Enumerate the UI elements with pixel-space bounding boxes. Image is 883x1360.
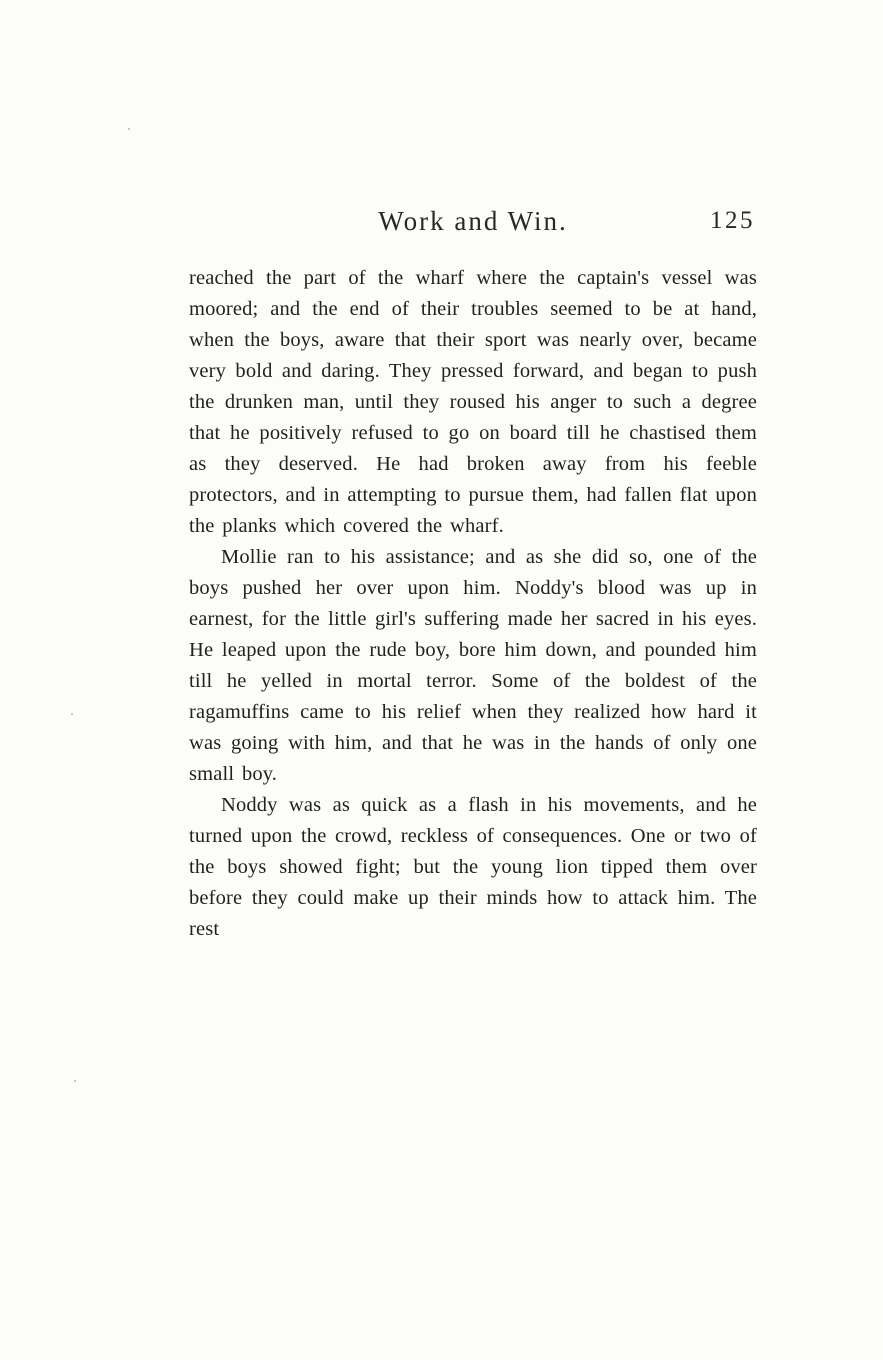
scan-speck <box>128 128 130 130</box>
paragraph-1: reached the part of the wharf where the captain's vessel was moored; and the end of their troubles seemed to be at hand, when the boys, aware that their sport was nearly over, became very bold and daring. They pressed forward, and began to push the drunken man, until they roused his anger to such a degree that he positively refused to go on board till he chastised them as they deserved. He had broken away from his feeble protectors, and in attempting to pursue them, had fallen flat upon the planks which covered the wharf. <box>189 267 757 537</box>
scan-speck <box>71 713 73 715</box>
paragraph-2: Mollie ran to his assistance; and as she did so, one of the boys pushed her over upon him. Noddy's blood was up in earnest, for the little girl's suffering made her sacred in his eyes. He leaped upon the rude boy, bore him down, and pounded him till he yelled in mortal terror. Some of the boldest of the ragamuffins came to his relief when they realized how hard it was going with him, and that he was in the hands of only one small boy. <box>189 546 757 785</box>
body-text <box>189 263 757 945</box>
scan-speck <box>74 1080 76 1082</box>
paragraph-3: Noddy was as quick as a flash in his movements, and he turned upon the crowd, reckless of consequences. One or two of the boys showed fight; but the young lion tipped them over before they could make up their minds how to attack him. The rest <box>189 794 757 940</box>
page-header <box>189 206 757 242</box>
page-number: 125 <box>710 207 755 234</box>
text-block <box>189 206 757 945</box>
running-title: Work and Win. <box>378 206 568 236</box>
